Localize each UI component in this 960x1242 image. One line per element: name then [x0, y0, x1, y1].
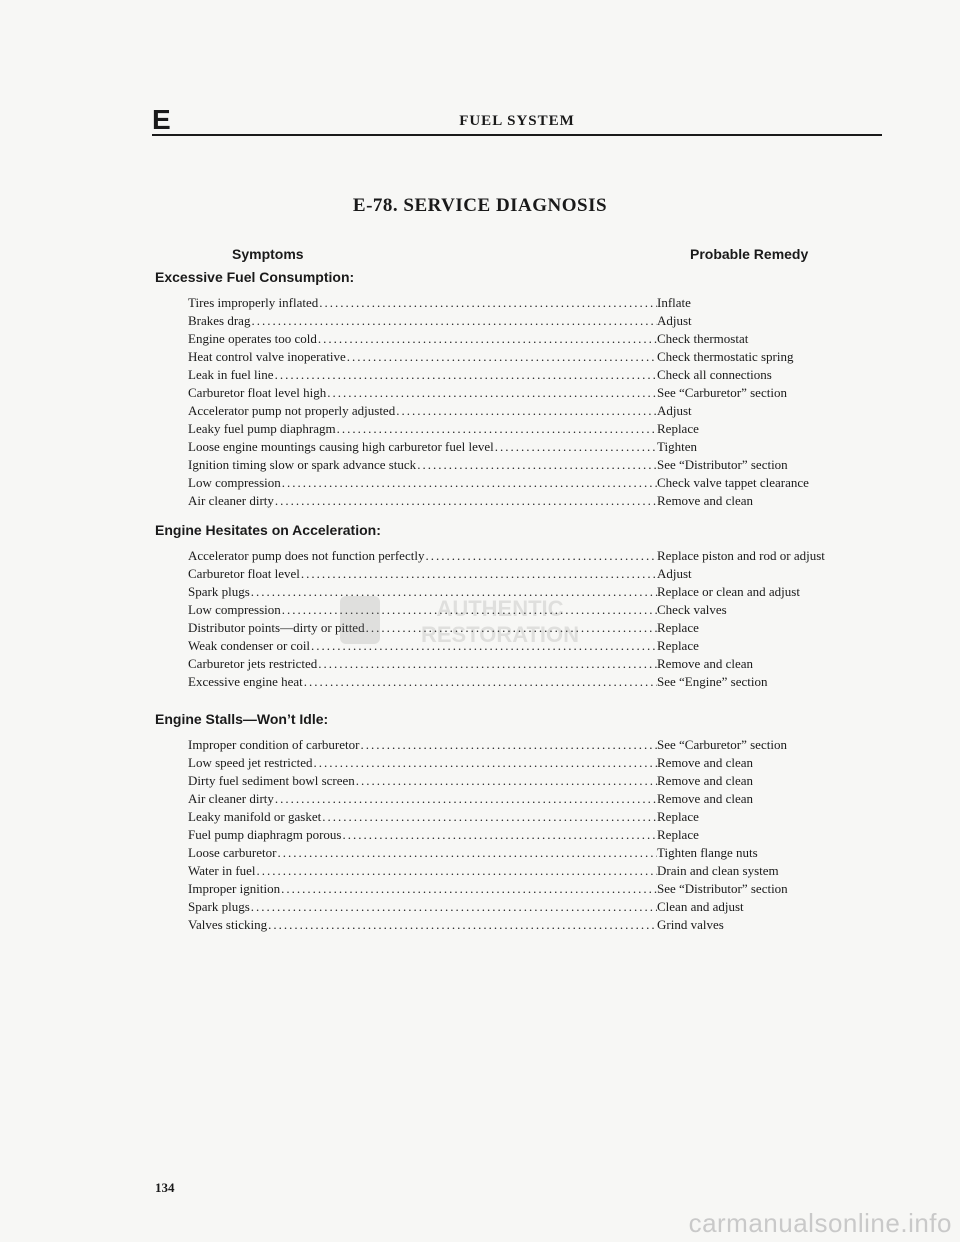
- group-title: Excessive Fuel Consumption:: [155, 269, 355, 285]
- dot-leader: [304, 673, 657, 691]
- diagnosis-row: [188, 808, 788, 826]
- symptom-cell: [188, 880, 657, 898]
- symptom-cell: [188, 898, 657, 916]
- symptom-text: Air cleaner dirty: [188, 791, 274, 806]
- symptom-text: Improper ignition: [188, 881, 281, 896]
- dot-leader: [425, 547, 657, 565]
- symptom-text: Carburetor jets restricted: [188, 656, 318, 671]
- symptom-cell: [188, 844, 657, 862]
- diagnosis-row: [188, 294, 809, 312]
- diagnosis-row: [188, 366, 809, 384]
- dot-leader: [319, 294, 657, 312]
- diagnosis-row: [188, 547, 825, 565]
- diagnosis-row: [188, 916, 788, 934]
- dot-leader: [327, 384, 657, 402]
- symptom-text: Weak condenser or coil: [188, 638, 311, 653]
- diagnosis-row: [188, 348, 809, 366]
- remedy-text: Drain and clean system: [657, 863, 779, 878]
- symptom-text: Accelerator pump not properly adjusted: [188, 403, 396, 418]
- remedy-text: See “Engine” section: [657, 674, 768, 689]
- diagnosis-row: [188, 844, 788, 862]
- symptom-text: Water in fuel: [188, 863, 256, 878]
- diagnosis-row: [188, 456, 809, 474]
- remedy-text: See “Carburetor” section: [657, 385, 787, 400]
- remedy-text: Remove and clean: [657, 773, 754, 788]
- remedy-text: Remove and clean: [657, 755, 754, 770]
- symptom-cell: [188, 384, 657, 402]
- diagnosis-row: [188, 790, 788, 808]
- remedy-text: Inflate: [657, 295, 691, 310]
- remedy-text: Replace: [657, 809, 699, 824]
- remedy-text: Adjust: [657, 566, 692, 581]
- dot-leader: [322, 808, 657, 826]
- symptom-cell: [188, 808, 657, 826]
- symptom-cell: [188, 312, 657, 330]
- remedy-text: Adjust: [657, 313, 692, 328]
- symptom-text: Tires improperly inflated: [188, 295, 319, 310]
- diagnosis-row: [188, 402, 809, 420]
- dot-leader: [495, 438, 657, 456]
- symptom-cell: [188, 673, 657, 691]
- dot-leader: [417, 456, 657, 474]
- symptom-cell: [188, 583, 657, 601]
- symptom-cell: [188, 772, 657, 790]
- symptom-text: Low compression: [188, 475, 281, 490]
- watermark-line1: AUTHENTIC: [436, 596, 564, 621]
- remedy-text: Check thermostat: [657, 331, 749, 346]
- dot-leader: [342, 826, 657, 844]
- diagnosis-row: [188, 736, 788, 754]
- section-letter: E: [152, 104, 171, 135]
- symptom-text: Leaky fuel pump diaphragm: [188, 421, 336, 436]
- symptom-text: Leaky manifold or gasket: [188, 809, 322, 824]
- diagnosis-row: [188, 898, 788, 916]
- diagnosis-row: [188, 772, 788, 790]
- footer-site-watermark: carmanualsonline.info: [688, 1208, 952, 1238]
- symptom-cell: [188, 655, 657, 673]
- diagnosis-row: [188, 754, 788, 772]
- symptom-text: Loose carburetor: [188, 845, 277, 860]
- dot-leader: [347, 348, 657, 366]
- remedy-text: See “Distributor” section: [657, 881, 788, 896]
- symptom-cell: [188, 754, 657, 772]
- remedy-text: Replace: [657, 620, 699, 635]
- symptom-text: Dirty fuel sediment bowl screen: [188, 773, 355, 788]
- symptom-text: Leak in fuel line: [188, 367, 274, 382]
- diagnosis-row: [188, 474, 809, 492]
- dot-leader: [275, 492, 657, 510]
- dot-leader: [318, 330, 657, 348]
- remedy-text: Replace piston and rod or adjust: [657, 548, 825, 563]
- diagnosis-row: [188, 438, 809, 456]
- dot-leader: [251, 583, 657, 601]
- symptom-cell: [188, 619, 657, 637]
- group-excessive-fuel-consumption: [157, 268, 809, 510]
- diagnosis-row: [188, 420, 809, 438]
- symptom-cell: [188, 826, 657, 844]
- remedy-text: Remove and clean: [657, 791, 754, 806]
- diagnosis-row: [188, 826, 788, 844]
- page-title: E-78. SERVICE DIAGNOSIS: [352, 195, 608, 216]
- diagnosis-row: [188, 862, 788, 880]
- dot-leader: [356, 772, 657, 790]
- symptom-text: Excessive engine heat: [188, 674, 303, 689]
- group-engine-hesitates: [157, 521, 825, 691]
- remedy-text: Remove and clean: [657, 656, 754, 671]
- symptom-cell: [188, 565, 657, 583]
- symptom-cell: [188, 456, 657, 474]
- symptom-cell: [188, 601, 657, 619]
- remedy-text: Grind valves: [657, 917, 724, 932]
- symptom-cell: [188, 420, 657, 438]
- symptom-text: Fuel pump diaphragm porous: [188, 827, 342, 842]
- remedy-text: Check thermostatic spring: [657, 349, 794, 364]
- page-header: [152, 104, 882, 136]
- symptom-text: Low speed jet restricted: [188, 755, 313, 770]
- watermark-line2: RESTORATION: [420, 622, 580, 647]
- symptom-text: Brakes drag: [188, 313, 251, 328]
- group-title: Engine Hesitates on Acceleration:: [155, 522, 381, 538]
- remedy-column-heading: Probable Remedy: [690, 246, 809, 262]
- symptom-cell: [188, 492, 657, 510]
- remedy-text: Check valve tappet clearance: [657, 475, 809, 490]
- dot-leader: [318, 655, 657, 673]
- dot-leader: [277, 844, 657, 862]
- symptom-text: Valves sticking: [188, 917, 268, 932]
- symptom-cell: [188, 637, 657, 655]
- running-title: FUEL SYSTEM: [459, 113, 575, 129]
- page-number: 134: [155, 1180, 175, 1195]
- dot-leader: [337, 420, 657, 438]
- remedy-text: Adjust: [657, 403, 692, 418]
- diagnosis-row: [188, 583, 825, 601]
- dot-leader: [396, 402, 657, 420]
- symptom-cell: [188, 438, 657, 456]
- remedy-text: Check valves: [657, 602, 727, 617]
- remedy-text: Check all connections: [657, 367, 772, 382]
- dot-leader: [251, 898, 657, 916]
- symptoms-column-heading: Symptoms: [232, 246, 304, 262]
- symptom-text: Carburetor float level: [188, 566, 300, 581]
- symptom-text: Spark plugs: [188, 899, 250, 914]
- remedy-text: Tighten flange nuts: [657, 845, 758, 860]
- remedy-text: Replace: [657, 638, 699, 653]
- symptom-cell: [188, 736, 657, 754]
- symptom-cell: [188, 790, 657, 808]
- remedy-text: Replace: [657, 827, 699, 842]
- diagnosis-row: [188, 330, 809, 348]
- dot-leader: [311, 637, 657, 655]
- dot-leader: [268, 916, 657, 934]
- dot-leader: [275, 790, 657, 808]
- symptom-text: Loose engine mountings causing high carburetor fuel level: [188, 439, 494, 454]
- dot-leader: [301, 565, 657, 583]
- diagnosis-row: [188, 601, 825, 619]
- dot-leader: [282, 601, 657, 619]
- symptom-cell: [188, 547, 657, 565]
- symptom-cell: [188, 348, 657, 366]
- symptom-text: Accelerator pump does not function perfectly: [188, 548, 425, 563]
- dot-leader: [275, 366, 657, 384]
- symptom-text: Improper condition of carburetor: [188, 737, 360, 752]
- diagnosis-row: [188, 637, 825, 655]
- symptom-cell: [188, 916, 657, 934]
- dot-leader: [251, 312, 657, 330]
- group-title: Engine Stalls—Won’t Idle:: [155, 711, 329, 727]
- remedy-text: Replace: [657, 421, 699, 436]
- symptom-cell: [188, 402, 657, 420]
- dot-leader: [257, 862, 657, 880]
- diagnosis-row: [188, 565, 825, 583]
- symptom-text: Carburetor float level high: [188, 385, 327, 400]
- diagnosis-row: [188, 880, 788, 898]
- group-engine-stalls: [157, 710, 788, 934]
- dot-leader: [282, 474, 657, 492]
- diagnosis-row: [188, 384, 809, 402]
- remedy-text: Replace or clean and adjust: [657, 584, 800, 599]
- symptom-text: Spark plugs: [188, 584, 250, 599]
- symptom-text: Ignition timing slow or spark advance stuck: [188, 457, 417, 472]
- dot-leader: [314, 754, 657, 772]
- diagnosis-row: [188, 673, 825, 691]
- diagnosis-row: [188, 655, 825, 673]
- symptom-text: Distributor points—dirty or pitted: [188, 620, 365, 635]
- symptom-cell: [188, 366, 657, 384]
- remedy-text: Tighten: [657, 439, 697, 454]
- diagnosis-row: [188, 619, 825, 637]
- dot-leader: [366, 619, 657, 637]
- remedy-text: See “Carburetor” section: [657, 737, 787, 752]
- dot-leader: [360, 736, 657, 754]
- symptom-text: Air cleaner dirty: [188, 493, 274, 508]
- diagnosis-row: [188, 492, 809, 510]
- symptom-text: Engine operates too cold: [188, 331, 317, 346]
- symptom-cell: [188, 862, 657, 880]
- symptom-cell: [188, 474, 657, 492]
- symptom-text: Low compression: [188, 602, 281, 617]
- symptom-text: Heat control valve inoperative: [188, 349, 346, 364]
- symptom-cell: [188, 330, 657, 348]
- diagnosis-row: [188, 312, 809, 330]
- remedy-text: Remove and clean: [657, 493, 754, 508]
- dot-leader: [281, 880, 657, 898]
- remedy-text: Clean and adjust: [657, 899, 744, 914]
- remedy-text: See “Distributor” section: [657, 457, 788, 472]
- symptom-cell: [188, 294, 657, 312]
